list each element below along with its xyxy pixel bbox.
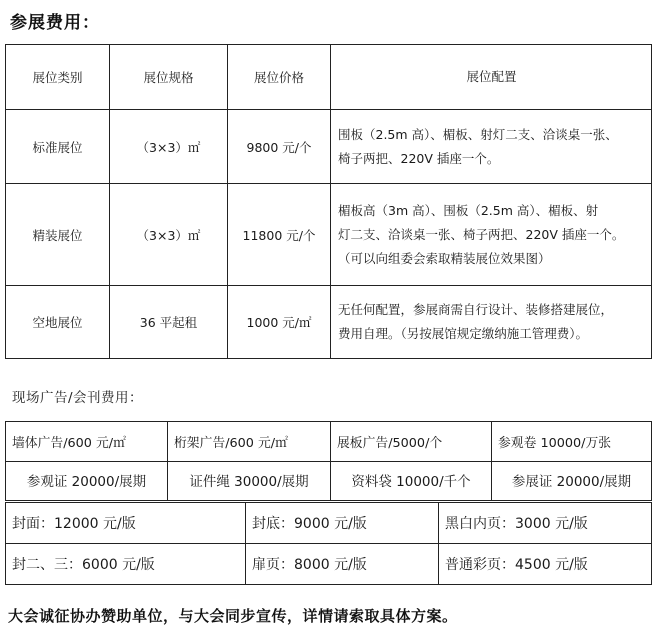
table-row [6, 422, 652, 462]
config-line: 椅子两把、220V 插座一个。 [338, 150, 500, 166]
config-line: 无任何配置，参展商需自行设计、装修搭建展位， [338, 302, 614, 317]
ads-heading: 现场广告/会刊费用： [12, 390, 144, 406]
ad-item: 参观证 20000/展期 [6, 460, 168, 501]
booth-config-cell [331, 286, 652, 359]
ads-table-row-2 [5, 460, 652, 501]
table-row [6, 286, 652, 359]
config-line: （可以向组委会索取精装展位效果图） [338, 250, 551, 266]
catalog-ad-item: 普通彩页：4500 元/版 [439, 544, 652, 585]
section-title: 参展费用： [10, 13, 100, 33]
booth-spec-cell: （3×3）㎡ [110, 110, 228, 184]
header-booth-spec: 展位规格 [110, 45, 228, 110]
table-row [6, 460, 652, 501]
catalog-ad-item: 扉页：8000 元/版 [246, 544, 439, 585]
ad-item: 展板广告/5000/个 [331, 422, 492, 462]
ad-item: 资料袋 10000/千个 [331, 460, 492, 501]
config-line: 灯二支、洽谈桌一张、椅子两把、220V 插座一个。 [338, 226, 625, 242]
config-line: 楣板高（3m 高）、围板（2.5m 高）、楣板、射 [338, 202, 599, 218]
config-line: 围板（2.5m 高）、楣板、射灯二支、洽谈桌一张、 [338, 126, 618, 142]
booth-type-cell: 标准展位 [6, 110, 110, 184]
table-row [6, 110, 652, 184]
table-row [6, 544, 652, 585]
config-line: 费用自理。（另按展馆规定缴纳施工管理费）。 [338, 326, 589, 341]
sponsorship-note: 大会诚征协办赞助单位，与大会同步宣传，详情请索取具体方案。 [8, 607, 458, 625]
table-header-row [6, 45, 652, 110]
booth-price-cell: 11800 元/个 [228, 184, 331, 286]
booth-type-cell: 精装展位 [6, 184, 110, 286]
ad-item: 参观卷 10000/万张 [492, 422, 652, 462]
catalog-ad-item: 封二、三：6000 元/版 [6, 544, 246, 585]
booth-fee-table [5, 44, 652, 359]
header-booth-price: 展位价格 [228, 45, 331, 110]
ad-item: 参展证 20000/展期 [492, 460, 652, 501]
header-booth-type: 展位类别 [6, 45, 110, 110]
booth-config-cell [331, 184, 652, 286]
booth-price-cell: 9800 元/个 [228, 110, 331, 184]
catalog-ads-table [5, 502, 652, 585]
ad-item: 墙体广告/600 元/㎡ [6, 422, 168, 462]
ad-item: 桁架广告/600 元/㎡ [168, 422, 331, 462]
booth-spec-cell: （3×3）㎡ [110, 184, 228, 286]
ads-table-row-1 [5, 421, 652, 462]
catalog-ad-item: 黑白内页：3000 元/版 [439, 503, 652, 544]
catalog-ad-item: 封面：12000 元/版 [6, 503, 246, 544]
booth-config-cell [331, 110, 652, 184]
booth-price-cell: 1000 元/㎡ [228, 286, 331, 359]
booth-spec-cell: 36 平起租 [110, 286, 228, 359]
ad-item: 证件绳 30000/展期 [168, 460, 331, 501]
booth-type-cell: 空地展位 [6, 286, 110, 359]
table-row [6, 184, 652, 286]
table-row [6, 503, 652, 544]
header-booth-config: 展位配置 [331, 45, 652, 110]
catalog-ad-item: 封底：9000 元/版 [246, 503, 439, 544]
